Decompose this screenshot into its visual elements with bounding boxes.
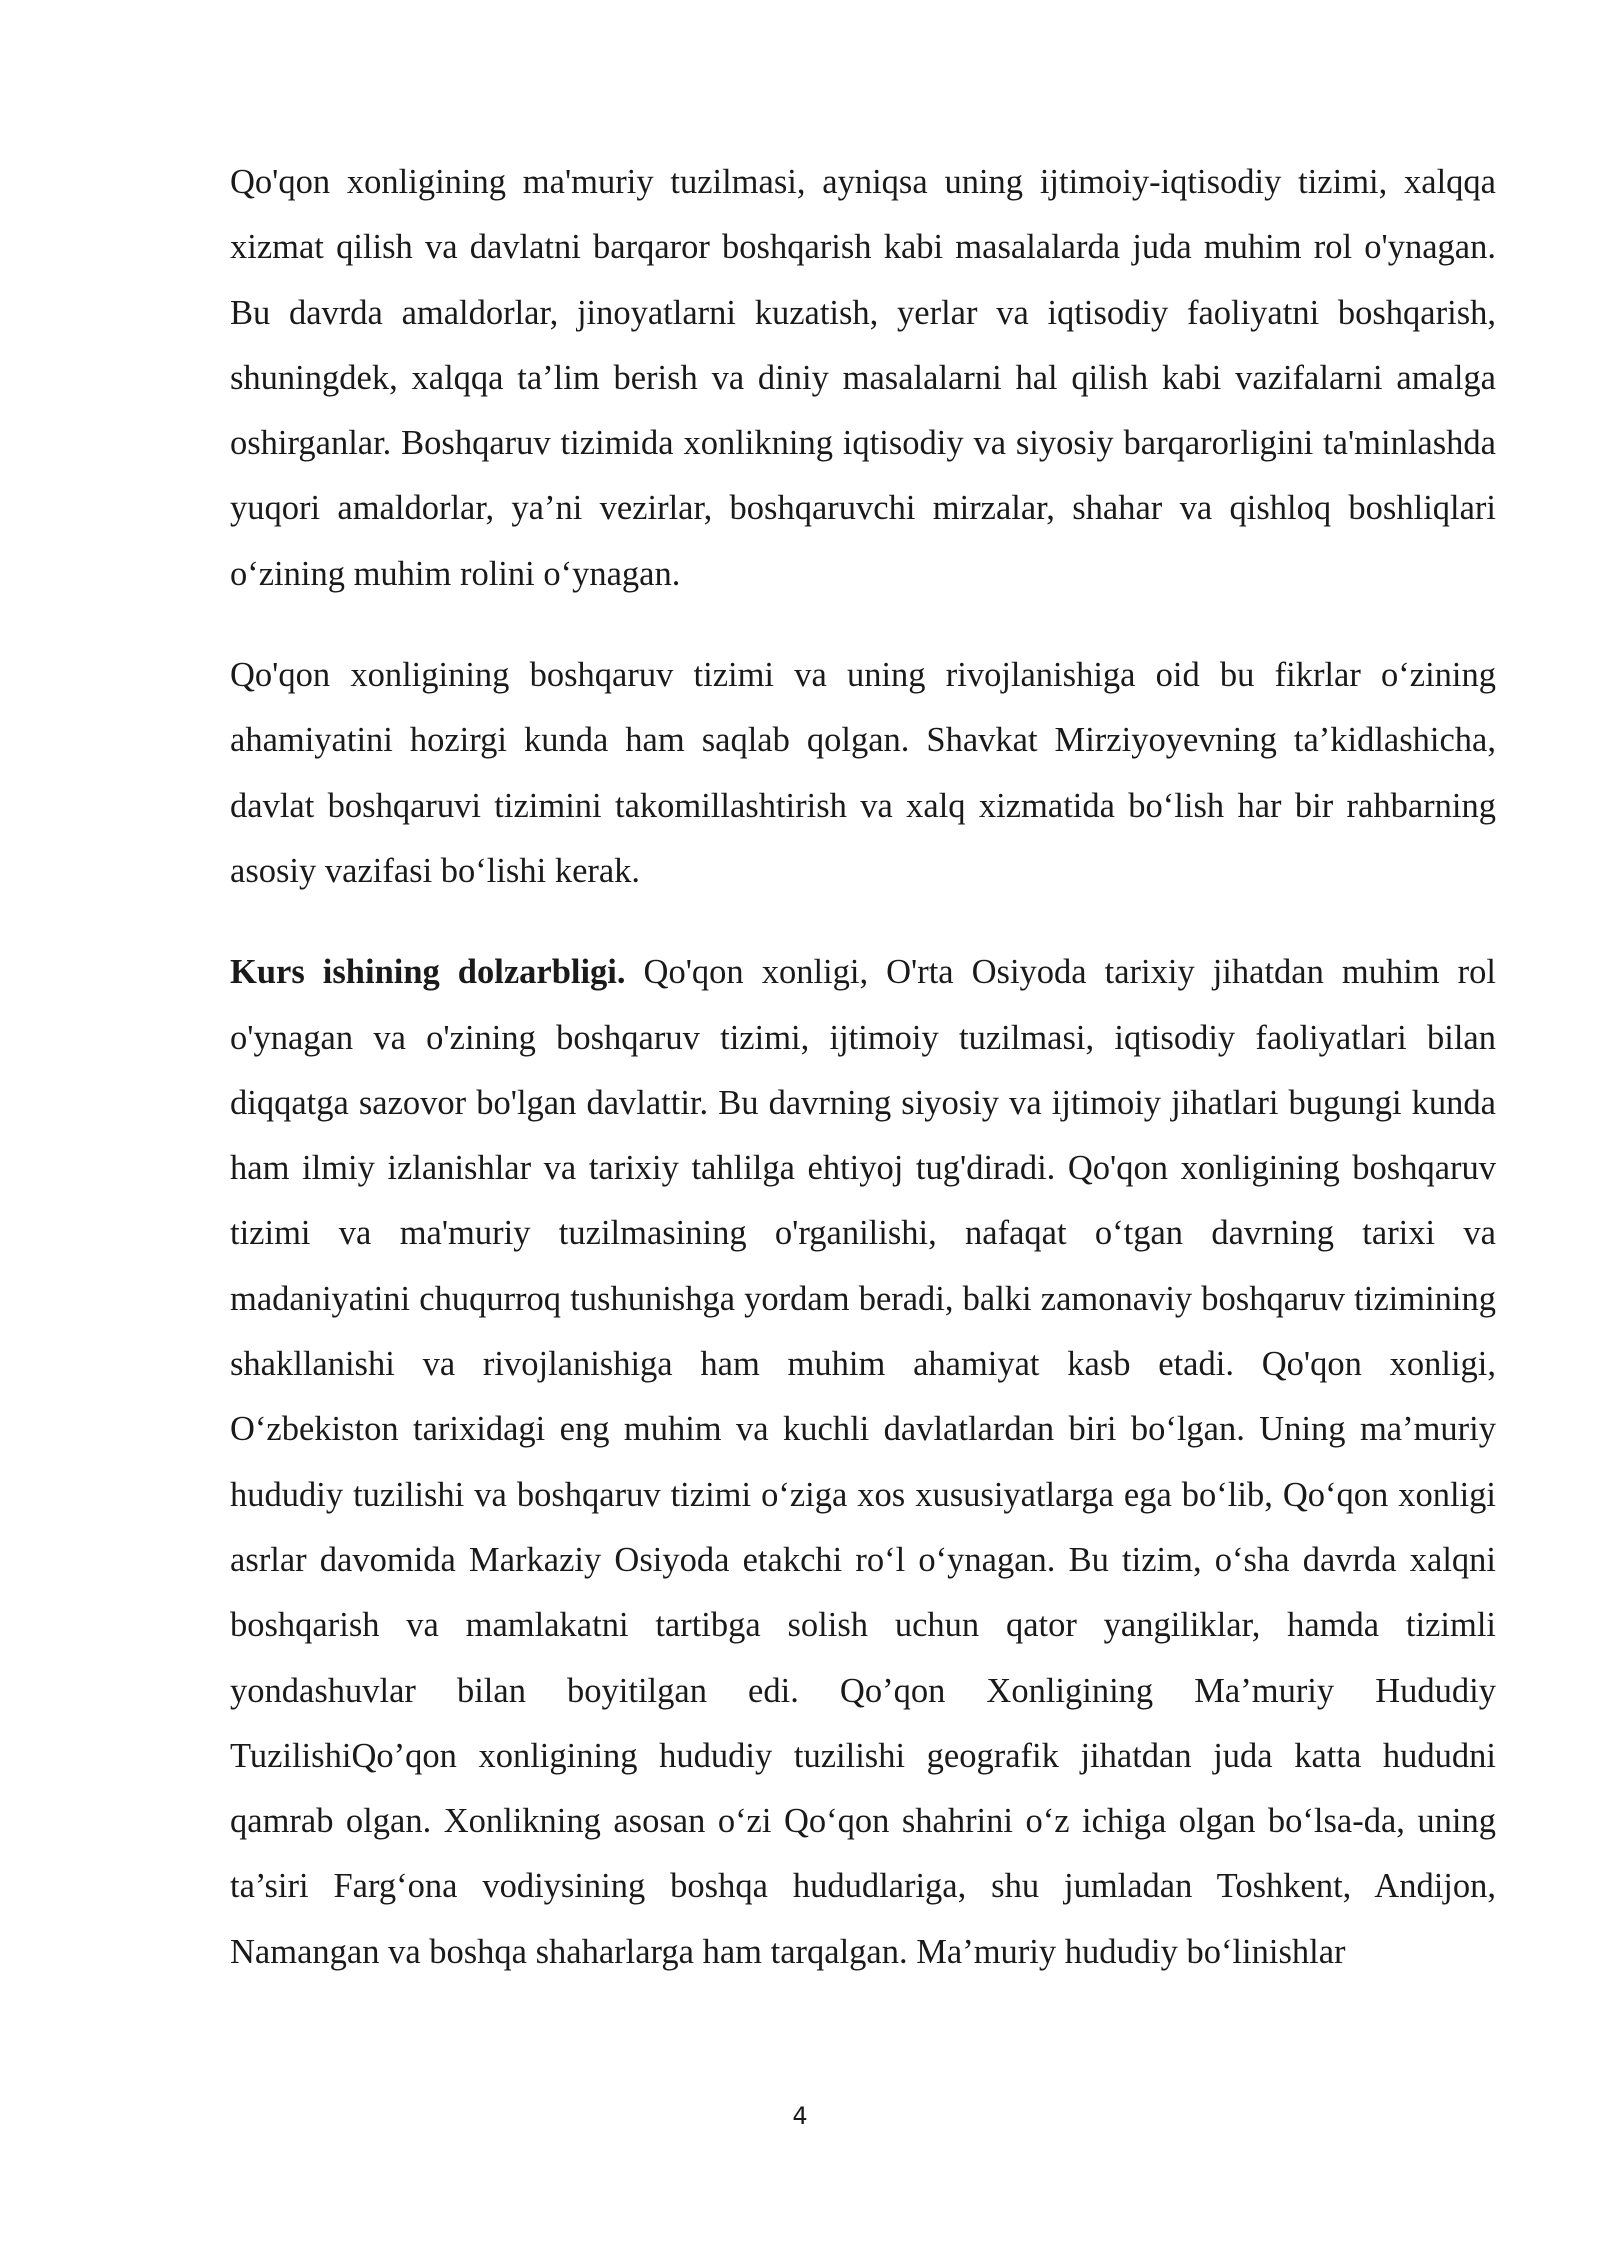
paragraph-2 (230, 643, 1496, 904)
paragraph-2-text: Qo'qon xonligining boshqaruv tizimi va uning rivojlanishiga oid bu fikrlar o‘zining ahamiyatini hozirgi kunda ham saqlab qolgan. Shavkat Mirziyoyevning ta’kidlashicha, davlat boshqaruvi tizimini takomillashtirish va xalq xizmatida bo‘lish har bir rahbarning asosiy vazifasi bo‘lishi kerak. (230, 656, 1496, 890)
paragraph-3 (230, 940, 1496, 1985)
paragraph-1-text: Qo'qon xonligining ma'muriy tuzilmasi, ayniqsa uning ijtimoiy-iqtisodiy tizimi, xalqqa xizmat qilish va davlatni barqaror boshqarish kabi masalalarda juda muhim rol o'ynagan. Bu davrda amaldorlar, jinoyatlarni kuzatish, yerlar va iqtisodiy faoliyatni boshqarish, shuningdek, xalqqa ta’lim berish va diniy masalalarni hal qilish kabi vazifalarni amalga oshirganlar. Boshqaruv tizimida xonlikning iqtisodiy va siyosiy barqarorligini ta'minlashda yuqori amaldorlar, ya’ni vezirlar, boshqaruvchi mirzalar, shahar va qishloq boshliqlari o‘zining muhim rolini o‘ynagan. (230, 163, 1496, 593)
page-number: 4 (792, 2102, 808, 2130)
document-body (230, 150, 1496, 1985)
paragraph-3-lead: Kurs ishining dolzarbligi. (230, 953, 626, 992)
paragraph-1 (230, 150, 1496, 607)
paragraph-3-text: Qo'qon xonligi, O'rta Osiyoda tarixiy jihatdan muhim rol o'ynagan va o'zining boshqaruv tizimi, ijtimoiy tuzilmasi, iqtisodiy faoliyatlari bilan diqqatga sazovor bo'lgan davlattir. Bu davrning siyosiy va ijtimoiy jihatlari bugungi kunda ham ilmiy izlanishlar va tarixiy tahlilga ehtiyoj tug'diradi. Qo'qon xonligining boshqaruv tizimi va ma'muriy tuzilmasining o'rganilishi, nafaqat o‘tgan davrning tarixi va madaniyatini chuqurroq tushunishga yordam beradi, balki zamonaviy boshqaruv tizimining shakllanishi va rivojlanishiga ham muhim ahamiyat kasb etadi. Qo'qon xonligi, O‘zbekiston tarixidagi eng muhim va kuchli davlatlardan biri bo‘lgan. Uning ma’muriy hududiy tuzilishi va boshqaruv tizimi o‘ziga xos xususiyatlarga ega bo‘lib, Qo‘qon xonligi asrlar davomida Markaziy Osiyoda etakchi ro‘l o‘ynagan. Bu tizim, o‘sha davrda xalqni boshqarish va mamlakatni tartibga solish uchun qator yangiliklar, hamda tizimli yondashuvlar bilan boyitilgan edi. Qo’qon Xonligining Ma’muriy Hududiy TuzilishiQo’qon xonligining hududiy tuzilishi geografik jihatdan juda katta hududni qamrab olgan. Xonlikning asosan o‘zi Qo‘qon shahrini o‘z ichiga olgan bo‘lsa-da, uning ta’siri Farg‘ona vodiysining boshqa hududlariga, shu jumladan Toshkent, Andijon, Namangan va boshqa shaharlarga ham tarqalgan. Ma’muriy hududiy bo‘linishlar (230, 953, 1496, 1971)
